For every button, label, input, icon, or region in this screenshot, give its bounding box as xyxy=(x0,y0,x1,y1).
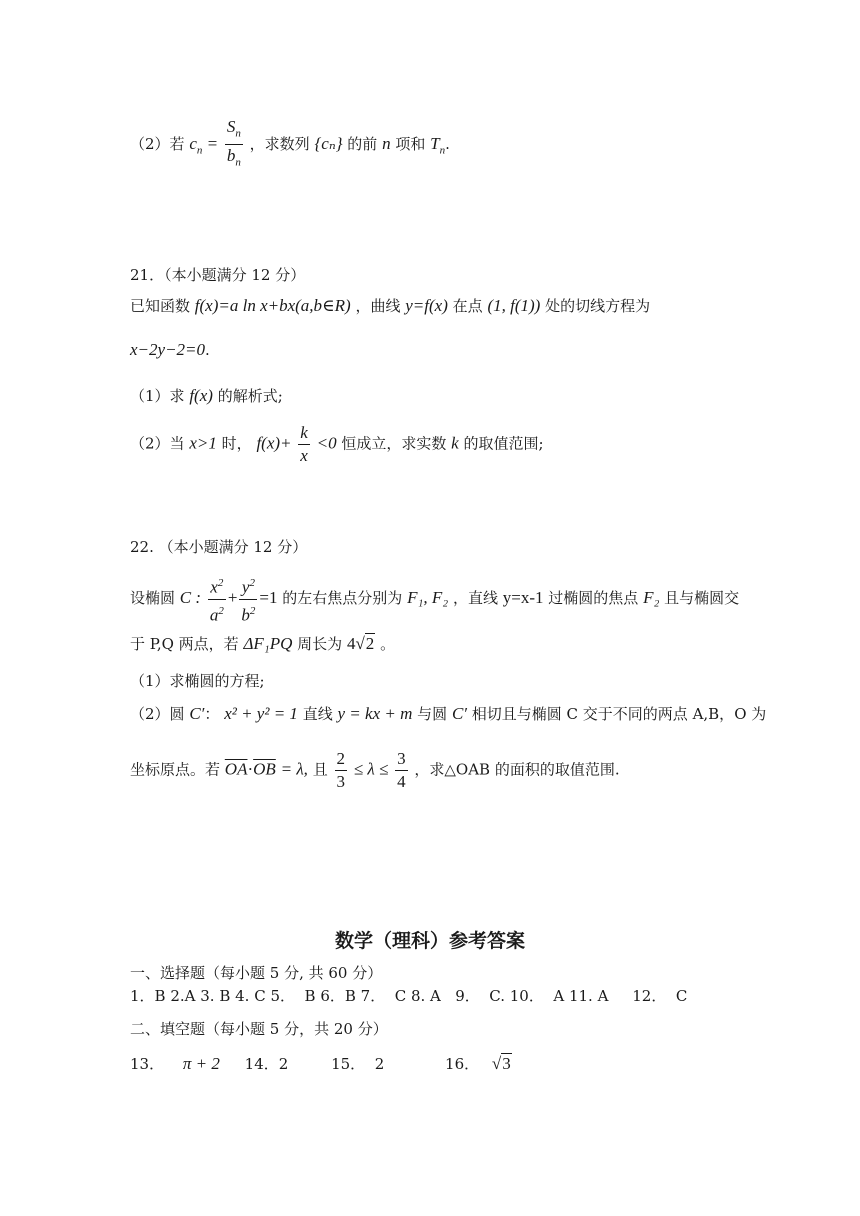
q22-text: 的左右焦点分别为 xyxy=(282,589,403,608)
q22-dot: · xyxy=(247,759,254,779)
answers-choices: 1．B 2.A 3. B 4. C 5． B 6．B 7． C 8. A 9． C. 10． A 11. A 12． C xyxy=(130,987,688,1005)
q22-vector-oa: $\overline{OA}$ xyxy=(224,759,248,779)
q21-header: 21．（本小题满分 12 分） xyxy=(130,266,306,284)
q22-text: 且 xyxy=(312,760,328,779)
q20-seq: {cₙ} xyxy=(314,133,343,153)
q21-text: ，曲线 xyxy=(355,297,401,315)
q22-text: ： xyxy=(204,705,220,723)
q20-fraction: $\frac{S_n}{b_n}$ xyxy=(226,117,241,169)
q22-text: 设椭圆 xyxy=(130,589,176,608)
q22-text: 且与椭圆交 xyxy=(664,589,740,608)
q21-expr: <0 xyxy=(316,433,337,453)
q22-line2: 于 P,Q 两点，若 ΔF₁PQ 周长为 4√2 。 xyxy=(130,634,396,653)
q22-part3 xyxy=(130,748,620,793)
q22-part1: （1）求椭圆的方程; xyxy=(130,672,265,690)
q20-n: n xyxy=(382,133,391,153)
q21-text: 的取值范围; xyxy=(463,434,544,453)
q21-point: (1, f(1)) xyxy=(487,296,541,315)
q22-two-thirds: $\frac{2}{3}$ xyxy=(336,749,346,791)
answers-fill: 13． π + 2 14．2 15． 2 16． √3 xyxy=(130,1054,511,1073)
q21-function: f(x)=a ln x+bx(a,b∈R) xyxy=(194,296,351,315)
q22-text: 于 P,Q 两点，若 xyxy=(130,635,239,653)
q21-text: . xyxy=(205,341,210,359)
answers-sec2: 二、填空题（每小题 5 分，共 20 分） xyxy=(130,1020,388,1038)
q21-fx: f(x) xyxy=(189,386,213,405)
q22-vector-ob: $\overline{OB}$ xyxy=(253,759,276,779)
q22-f2: F₂ xyxy=(643,588,660,608)
q21-text: （2）当 xyxy=(130,434,185,453)
answer-13: π + 2 xyxy=(182,1054,220,1073)
q21-text: 时， xyxy=(221,434,252,453)
q22-part2 xyxy=(130,704,766,724)
q22-tangent-line: y = kx + m xyxy=(337,704,413,723)
q21-expr: f(x)+ xyxy=(256,433,292,453)
q20-text: （2）若 xyxy=(130,134,185,153)
q21-text: 的解析式; xyxy=(217,387,283,405)
q20-text: 项和 xyxy=(395,134,426,153)
q22-ellipse-name: C : xyxy=(179,588,202,608)
q22-text: （2）圆 xyxy=(130,705,185,723)
q21-x: x xyxy=(300,446,308,465)
q20-cn: $c_n$ = xyxy=(189,133,219,157)
q22-text: 。 xyxy=(380,635,396,653)
answer-14: 14．2 xyxy=(244,1055,289,1073)
q20-text: . xyxy=(445,134,450,153)
q22-inequality: ≤ λ ≤ xyxy=(353,759,389,779)
q22-text: 直线 xyxy=(302,705,333,723)
q22-circle-name: C′ xyxy=(189,704,205,723)
answer-16-label: 16． xyxy=(445,1055,480,1073)
q21-part2 xyxy=(130,422,544,467)
q22-circle-eq: x² + y² = 1 xyxy=(224,704,298,723)
q22-text: 相切且与椭圆 C 交于不同的两点 A,B，O 为 xyxy=(471,705,767,723)
q22-header: 22. （本小题满分 12 分） xyxy=(130,538,308,556)
q20-tn: $T_n$ xyxy=(430,133,446,157)
q21-line1 xyxy=(130,296,650,316)
answer-15: 15． 2 xyxy=(331,1055,385,1073)
q22-text: 过椭圆的焦点 xyxy=(548,589,639,608)
answer-13-label: 13． xyxy=(130,1055,165,1073)
q20-text: ，求数列 xyxy=(249,134,310,153)
q22-lambda: = λ, xyxy=(280,759,308,779)
q22-x2-over-a2: $\frac{x^2}{a^2}$ xyxy=(208,572,226,626)
q22-three-quarters: $\frac{3}{4}$ xyxy=(397,749,406,791)
q21-line2 xyxy=(130,340,210,360)
q22-circle-name: C′ xyxy=(451,704,467,723)
q21-tangent-equation: x−2y−2=0 xyxy=(130,340,206,359)
q21-curve: y=f(x) xyxy=(405,296,448,315)
answers-title: 数学（理科）参考答案 xyxy=(334,930,525,952)
q20-part2-line xyxy=(130,116,450,174)
answers-sec1: 一、选择题（每小题 5 分, 共 60 分） xyxy=(130,964,383,982)
q22-triangle: ΔF₁PQ xyxy=(243,634,293,653)
q21-text: 恒成立，求实数 xyxy=(341,434,447,453)
q22-foci: F₁, F₂ xyxy=(407,588,449,608)
q22-y2-over-b2: $\frac{y^2}{b^2}$ xyxy=(239,572,257,626)
q22-text: ，直线 xyxy=(452,589,498,608)
q22-text: 与圆 xyxy=(417,705,448,723)
q21-text: 处的切线方程为 xyxy=(545,297,651,315)
q22-perimeter-coef: 4 xyxy=(346,634,356,653)
q21-text: 已知函数 xyxy=(130,297,191,315)
q21-condition: x>1 xyxy=(189,433,217,453)
q22-text: 周长为 xyxy=(297,635,343,653)
q21-k-over-x xyxy=(298,422,310,467)
q22-line1: 设椭圆 C : $\frac{x^2}{a^2}$ + $\frac{y^2}{b^2}$ =1 的左右焦点分别为 F₁, F₂ ，直线 y=x-1 过椭圆的焦点 F₂ 且与椭圆交 xyxy=(130,572,739,626)
q22-perimeter-root: 2 xyxy=(365,634,375,653)
q21-part1 xyxy=(130,386,283,406)
q21-k: k xyxy=(451,433,459,453)
q22-line-eq: y=x-1 xyxy=(502,588,544,608)
q21-text: （1）求 xyxy=(130,387,185,405)
q22-text: 坐标原点。若 xyxy=(130,760,221,779)
q21-k: k xyxy=(298,422,310,445)
q20-text: 的前 xyxy=(347,134,378,153)
q21-text: 在点 xyxy=(452,297,483,315)
q22-text: ，求△OAB 的面积的取值范围. xyxy=(414,760,620,779)
answer-16: 3 xyxy=(502,1054,511,1073)
